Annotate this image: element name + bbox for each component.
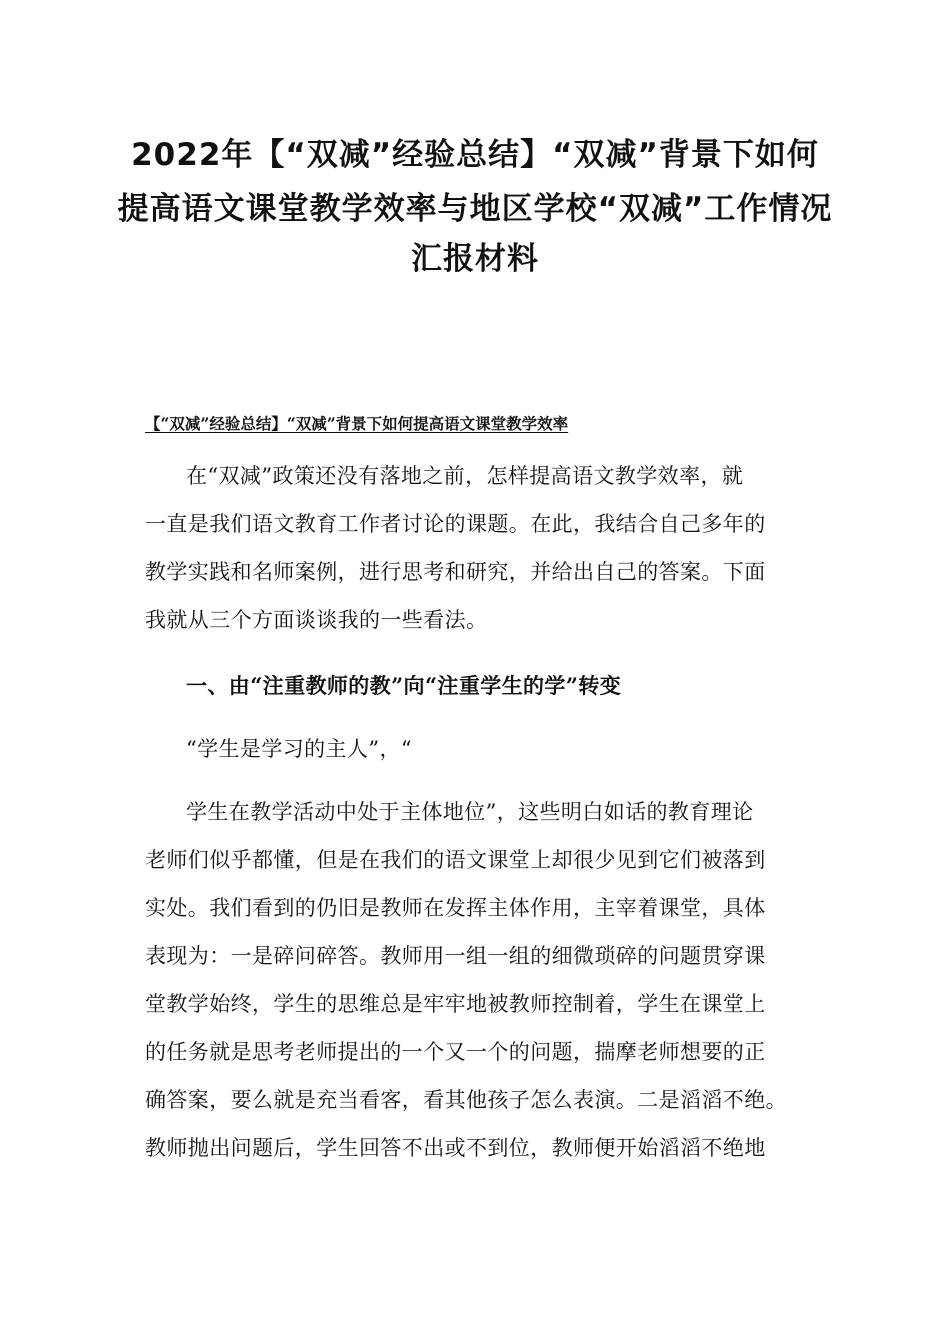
- document-title-line-1: 2022年【“双减”经验总结】“双减”背景下如何: [131, 137, 819, 173]
- paragraph2-line-7: 确答案，要么就是充当看客，看其他孩子怎么表演。二是滔滔不绝。: [145, 1088, 787, 1112]
- article-subheading: 【“双减”经验总结】“双减”背景下如何提高语文课堂教学效率: [145, 414, 569, 433]
- paragraph2-line-8: 教师抛出问题后，学生回答不出或不到位，教师便开始滔滔不绝地: [145, 1136, 766, 1160]
- paragraph1-line-3: 教学实践和名师案例，进行思考和研究，并给出自己的答案。下面: [145, 560, 766, 584]
- document-title-line-2: 提高语文课堂教学效率与地区学校“双减”工作情况: [117, 191, 833, 227]
- quote-line: “学生是学习的主人”，“: [186, 737, 413, 761]
- section-heading-1: 一、由“注重教师的教”向“注重学生的学”转变: [186, 673, 622, 698]
- paragraph2-line-5: 堂教学始终，学生的思维总是牢牢地被教师控制着，学生在课堂上: [145, 992, 766, 1016]
- paragraph2-line-4: 表现为：一是碎问碎答。教师用一组一组的细微琐碎的问题贯穿课: [145, 944, 766, 968]
- paragraph1-line-4: 我就从三个方面谈谈我的一些看法。: [145, 608, 488, 632]
- paragraph2-line-6: 的任务就是思考老师提出的一个又一个的问题，揣摩老师想要的正: [145, 1040, 766, 1064]
- paragraph2-line-3: 实处。我们看到的仍旧是教师在发挥主体作用，主宰着课堂，具体: [145, 896, 766, 920]
- paragraph1-line-2: 一直是我们语文教育工作者讨论的课题。在此，我结合自己多年的: [145, 512, 766, 536]
- document-title-line-3: 汇报材料: [411, 241, 539, 277]
- paragraph2-line-2: 老师们似乎都懂，但是在我们的语文课堂上却很少见到它们被落到: [145, 848, 766, 872]
- paragraph2-line-1: 学生在教学活动中处于主体地位”，这些明白如话的教育理论: [186, 800, 754, 824]
- paragraph1-line-1: 在“双减”政策还没有落地之前，怎样提高语文教学效率，就: [186, 464, 744, 488]
